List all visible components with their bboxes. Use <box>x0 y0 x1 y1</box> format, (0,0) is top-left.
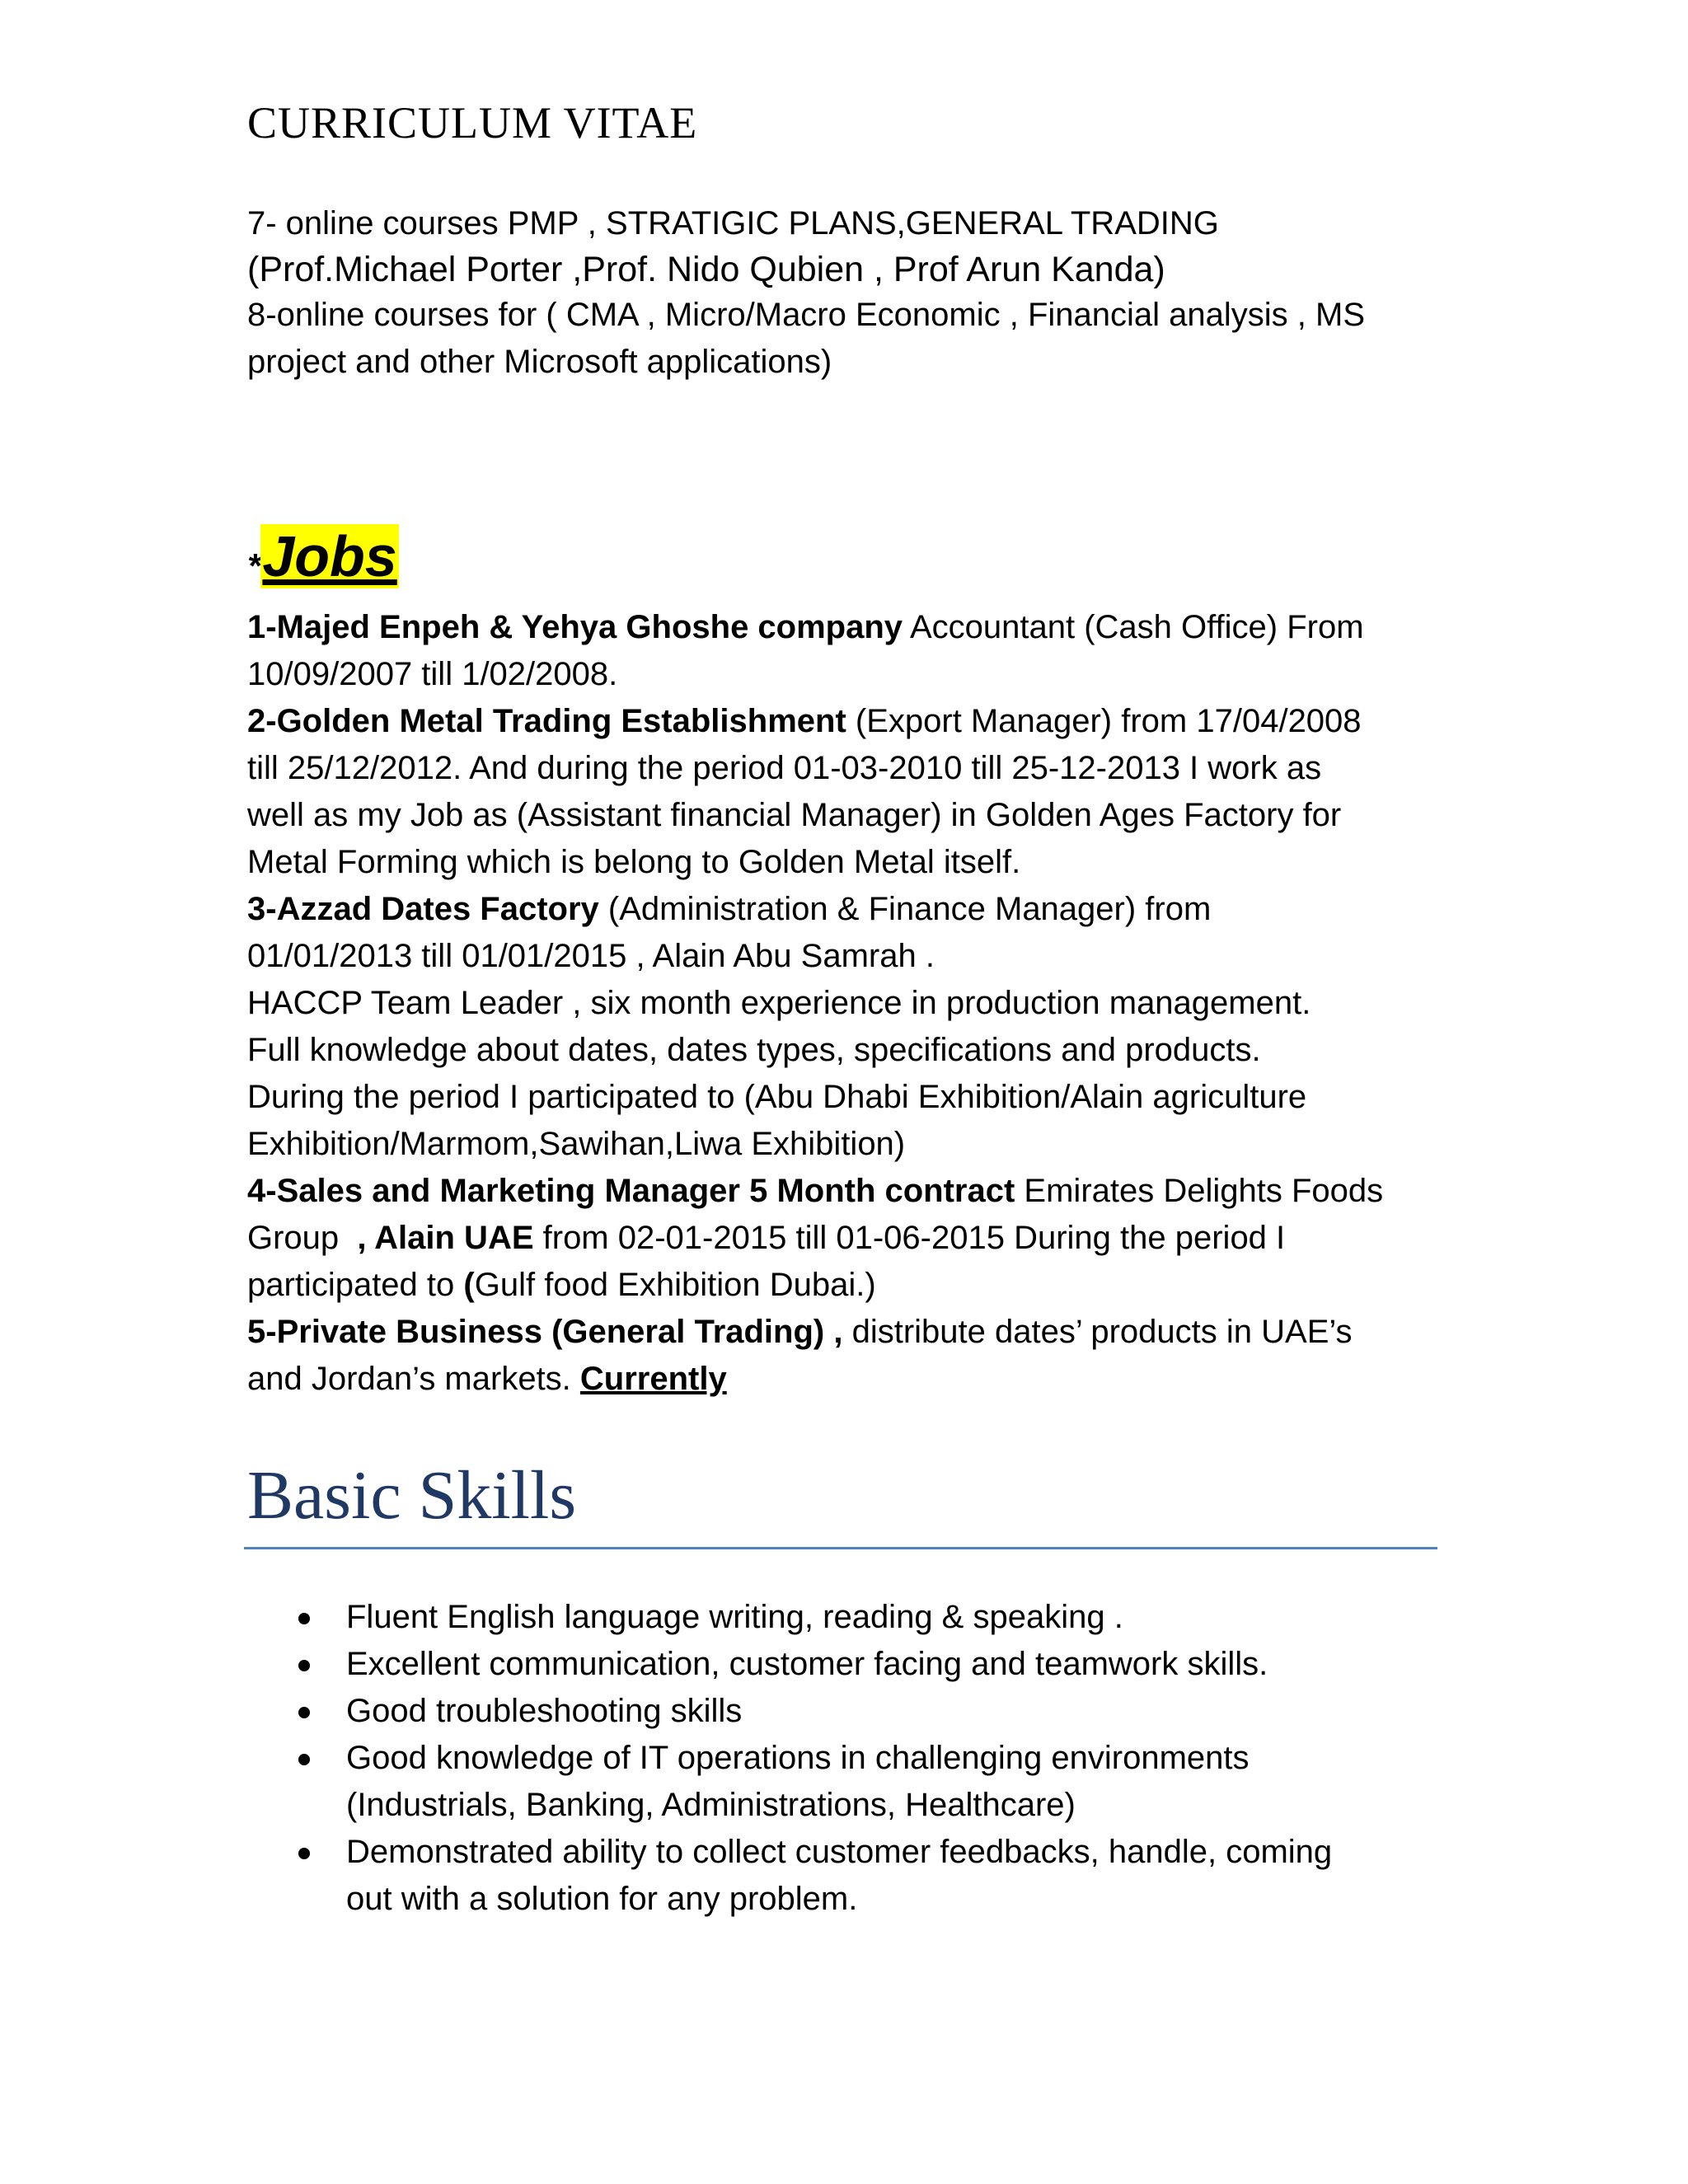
skill-text-cont: out with a solution for any problem. <box>346 1881 858 1917</box>
jobs-section <box>247 604 1451 1403</box>
jobs-heading <box>247 524 399 588</box>
skill-item <box>247 1829 1451 1923</box>
skill-text-cont: (Industrials, Banking, Administrations, Healthcare) <box>346 1787 1076 1823</box>
job-1-dates: 10/09/2007 till 1/02/2008. <box>247 656 618 692</box>
course-professors: (Prof.Michael Porter ,Prof. Nido Qubien , Prof Arun Kanda) <box>247 250 1165 289</box>
job-5-title: 5-Private Business (General Trading) , <box>247 1314 843 1350</box>
job-2-line-4: Metal Forming which is belong to Golden Metal itself. <box>247 844 1021 880</box>
bullet-icon <box>298 1848 310 1859</box>
job-2-desc: (Export Manager) from 17/04/2008 <box>846 703 1362 739</box>
job-entry-3 <box>247 886 1451 933</box>
job-entry-2 <box>247 698 1451 745</box>
job-4-dates: from 02-01-2015 till 01-06-2015 During the period I <box>533 1220 1286 1256</box>
job-1-desc: Accountant (Cash Office) From <box>903 609 1364 645</box>
skill-text: Excellent communication, customer facing and teamwork skills. <box>346 1646 1268 1682</box>
jobs-star: * <box>247 546 261 585</box>
job-3-title: 3-Azzad Dates Factory <box>247 891 599 927</box>
skills-list <box>247 1594 1451 1923</box>
job-5-markets: and Jordan’s markets. <box>247 1361 580 1397</box>
jobs-heading-label: Jobs <box>262 524 397 588</box>
job-4-title: 4-Sales and Marketing Manager 5 Month contract <box>247 1173 1015 1209</box>
course-line-8: 8-online courses for ( CMA , Micro/Macro Economic , Financial analysis , MS <box>247 297 1365 333</box>
job-4-location: , Alain UAE <box>357 1220 534 1256</box>
skill-item <box>247 1641 1451 1688</box>
skill-text: Good knowledge of IT operations in challenging environments <box>346 1740 1250 1776</box>
job-3-line-6: Exhibition/Marmom,Sawihan,Liwa Exhibition) <box>247 1126 906 1162</box>
job-5-line-2 <box>247 1356 1451 1403</box>
job-2-line-3: well as my Job as (Assistant financial Manager) in Golden Ages Factory for <box>247 797 1342 833</box>
job-3-line-3: HACCP Team Leader , six month experience in production management. <box>247 985 1311 1021</box>
job-3-line-4: Full knowledge about dates, dates types, specifications and products. <box>247 1032 1261 1068</box>
job-3-desc: (Administration & Finance Manager) from <box>598 891 1212 927</box>
job-1-title: 1-Majed Enpeh & Yehya Ghoshe company <box>247 609 903 645</box>
online-courses-section <box>247 200 1451 386</box>
bullet-icon <box>298 1613 310 1624</box>
course-line-8-cont: project and other Microsoft applications) <box>247 344 832 380</box>
job-4-participated: participated to <box>247 1267 464 1303</box>
skill-item <box>247 1735 1451 1829</box>
skills-heading: Basic Skills <box>247 1457 577 1534</box>
skill-text: Fluent English language writing, reading & speaking . <box>346 1599 1123 1635</box>
job-2-line-2: till 25/12/2012. And during the period 01-03-2010 till 25-12-2013 I work as <box>247 750 1322 786</box>
cv-title: CURRICULUM VITAE <box>247 98 698 148</box>
course-line-7: 7- online courses PMP , STRATIGIC PLANS,GENERAL TRADING <box>247 205 1219 241</box>
skill-item <box>247 1594 1451 1641</box>
job-4-group: Group <box>247 1220 358 1256</box>
job-5-currently: Currently <box>579 1361 727 1397</box>
job-4-desc: Emirates Delights Foods <box>1015 1173 1384 1209</box>
bullet-icon <box>298 1660 310 1671</box>
job-4-paren: ( <box>463 1267 475 1303</box>
job-4-line-2 <box>247 1215 1451 1262</box>
job-3-line-2: 01/01/2013 till 01/01/2015 , Alain Abu Samrah . <box>247 938 935 974</box>
job-4-exhibition: Gulf food Exhibition Dubai.) <box>474 1267 876 1303</box>
job-entry-1 <box>247 604 1451 651</box>
skills-heading-rule <box>244 1547 1437 1549</box>
skill-item <box>247 1688 1451 1735</box>
job-entry-4 <box>247 1168 1451 1215</box>
job-3-line-5: During the period I participated to (Abu Dhabi Exhibition/Alain agriculture <box>247 1079 1307 1115</box>
job-entry-5 <box>247 1309 1451 1356</box>
skill-text: Good troubleshooting skills <box>346 1693 743 1729</box>
skills-section <box>247 1594 1451 1923</box>
job-2-title: 2-Golden Metal Trading Establishment <box>247 703 846 739</box>
bullet-icon <box>298 1754 310 1765</box>
job-5-desc: distribute dates’ products in UAE’s <box>842 1314 1353 1350</box>
job-4-line-3 <box>247 1262 1451 1309</box>
skill-text: Demonstrated ability to collect customer feedbacks, handle, coming <box>346 1834 1333 1870</box>
bullet-icon <box>298 1707 310 1718</box>
